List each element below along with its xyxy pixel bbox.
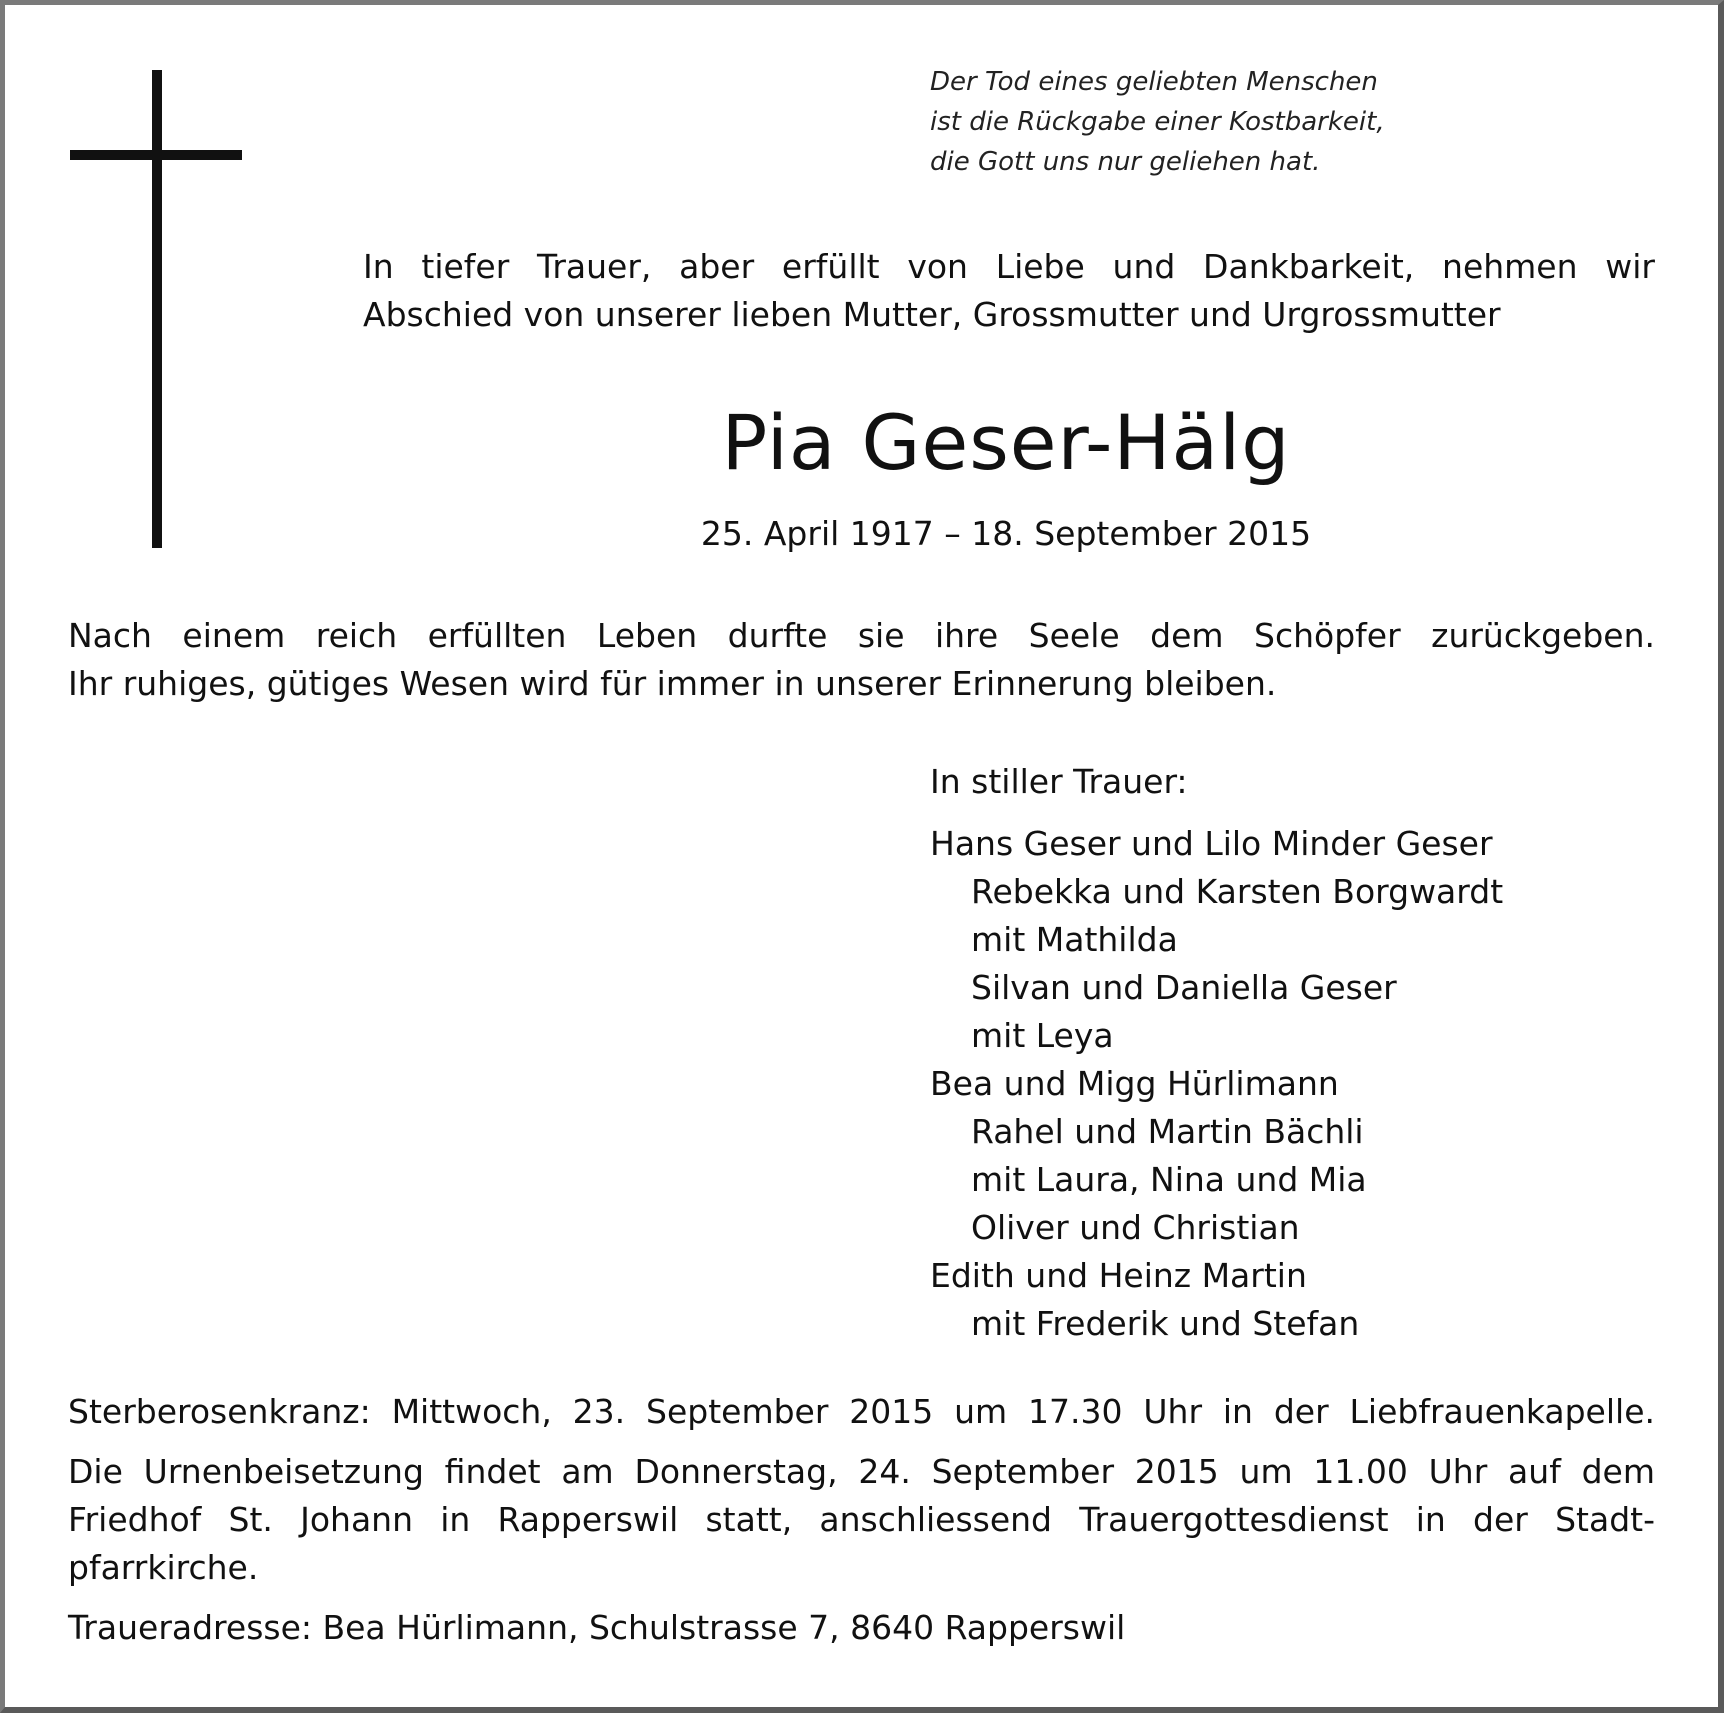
burial-line: pfarrkirche. xyxy=(68,1548,259,1587)
quote-line: ist die Rückgabe einer Kostbarkeit, xyxy=(930,107,1385,137)
intro-paragraph xyxy=(363,243,1655,339)
cross-horizontal-bar xyxy=(70,150,242,160)
epigraph-quote xyxy=(930,62,1630,182)
mourner-entry: Rahel und Martin Bächli xyxy=(971,1112,1364,1151)
intro-line: Abschied von unserer lieben Mutter, Grossmutter und Urgrossmutter xyxy=(363,295,1501,334)
mourner-entry: Edith und Heinz Martin xyxy=(930,1256,1307,1295)
mourning-address xyxy=(68,1604,1655,1652)
mourners-list xyxy=(930,758,1670,1348)
life-dates: 25. April 1917 – 18. September 2015 xyxy=(700,514,1312,553)
tribute-line: Ihr ruhiges, gütiges Wesen wird für immer in unserer Erinnerung bleiben. xyxy=(68,664,1277,703)
mourner-entry: Bea und Migg Hürlimann xyxy=(930,1064,1339,1103)
rosary-line: Sterberosenkranz: Mittwoch, 23. September 2015 um 17.30 Uhr in der Liebfrauenkapelle. xyxy=(68,1392,1655,1431)
deceased-name: Pia Geser-Hälg xyxy=(721,398,1291,487)
intro-line: In tiefer Trauer, aber erfüllt von Liebe und Dankbarkeit, nehmen wir xyxy=(363,247,1655,286)
mourner-entry: Rebekka und Karsten Borgwardt xyxy=(971,872,1504,911)
burial-info xyxy=(68,1448,1655,1592)
mourner-entry: mit Mathilda xyxy=(971,920,1178,959)
quote-line: Der Tod eines geliebten Menschen xyxy=(930,67,1378,97)
rosary-info xyxy=(68,1388,1655,1436)
mourner-entry: mit Frederik und Stefan xyxy=(971,1304,1360,1343)
mourner-entry: Oliver und Christian xyxy=(971,1208,1300,1247)
mourner-entry: mit Laura, Nina und Mia xyxy=(971,1160,1367,1199)
mourner-entry: Silvan und Daniella Geser xyxy=(971,968,1397,1007)
service-details xyxy=(68,1388,1655,1664)
mourner-entry: Hans Geser und Lilo Minder Geser xyxy=(930,824,1493,863)
burial-line: Die Urnenbeisetzung findet am Donnerstag, 24. September 2015 um 11.00 Uhr auf dem xyxy=(68,1452,1655,1491)
address-line: Traueradresse: Bea Hürlimann, Schulstrasse 7, 8640 Rapperswil xyxy=(68,1608,1126,1647)
tribute-line: Nach einem reich erfüllten Leben durfte sie ihre Seele dem Schöpfer zurückgeben. xyxy=(68,616,1655,655)
burial-line: Friedhof St. Johann in Rapperswil statt, anschliessend Trauergottesdienst in der Stadt- xyxy=(68,1500,1655,1539)
mourner-entry: mit Leya xyxy=(971,1016,1114,1055)
mourners-title: In stiller Trauer: xyxy=(930,762,1188,801)
quote-line: die Gott uns nur geliehen hat. xyxy=(930,147,1321,177)
tribute-paragraph xyxy=(68,612,1655,708)
